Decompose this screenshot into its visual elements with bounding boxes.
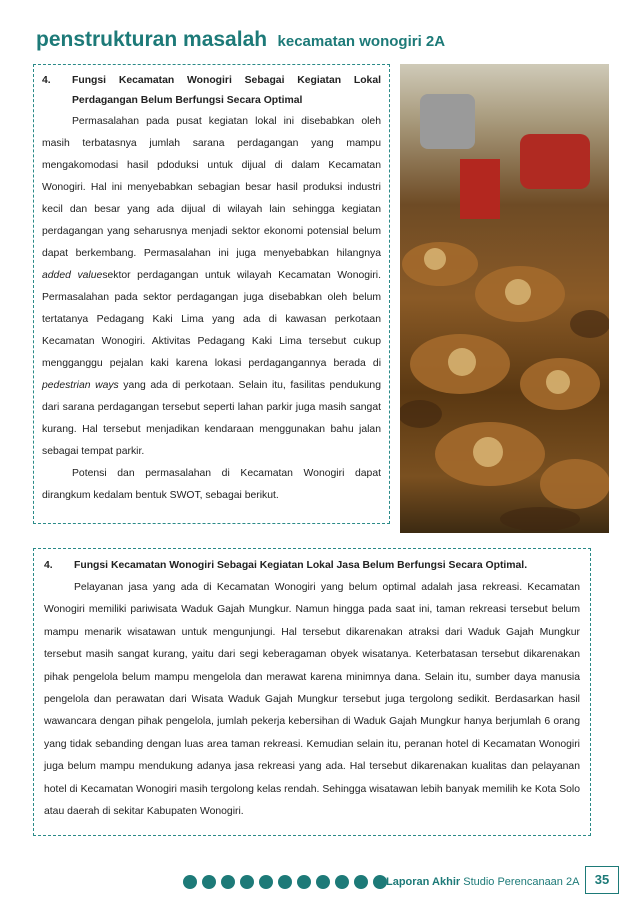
footer-dots xyxy=(183,875,387,889)
emphasis-text: added value xyxy=(42,270,103,281)
dot xyxy=(354,875,368,889)
footer-report-regular: Studio Perencanaan 2A xyxy=(460,876,580,888)
section-trade xyxy=(33,64,390,524)
page-number: 35 xyxy=(585,866,619,894)
paragraph xyxy=(42,111,381,463)
dot xyxy=(297,875,311,889)
section-services-heading xyxy=(44,555,580,577)
page-title xyxy=(36,28,445,52)
section-title: Fungsi Kecamatan Wonogiri Sebagai Kegiatan Lokal Perdagangan Belum Berfungsi Secara Optimal xyxy=(72,75,381,106)
section-trade-heading xyxy=(42,71,381,111)
section-number: 4. xyxy=(44,560,53,571)
dot xyxy=(259,875,273,889)
title-sub: kecamatan wonogiri 2A xyxy=(277,33,446,50)
dot xyxy=(240,875,254,889)
dot xyxy=(373,875,387,889)
footer-report-label xyxy=(386,875,579,889)
dot xyxy=(316,875,330,889)
dot xyxy=(278,875,292,889)
text-span: sektor perdagangan untuk wilayah Kecamatan Wonogiri. Permasalahan pada sektor perdagangan juga disebabkan oleh belum tertatanya Pedagang Kaki Lima yang ada di kawasan perkotaan Kecamatan Wonogiri. Aktivitas Pedagang Kaki Lima tersebut cukup mengganggu pejalan kaki karena lokasi perdagangannya berada di xyxy=(42,270,382,369)
footer-report-bold: Laporan Akhir xyxy=(386,876,461,888)
section-title: Fungsi Kecamatan Wonogiri Sebagai Kegiatan Lokal Jasa Belum Berfungsi Secara Optimal. xyxy=(74,560,528,571)
dot xyxy=(221,875,235,889)
title-main: penstrukturan masalah xyxy=(36,28,268,51)
paragraph: Pelayanan jasa yang ada di Kecamatan Wonogiri yang belum optimal adalah jasa rekreasi. Kecamatan Wonogiri memiliki pariwisata Waduk Gajah Mungkur. Namun hingga pada saat ini, taman rekreasi tersebut belum mampu menarik wisatawan untuk mengunjungi. Hal tersebut dikarenakan atraksi dari Waduk Gajah Mungkur tersebut masih sangat kurang, yaitu dari segi keberagaman obyek wisatanya. Keterbatasan tersebut dikarenakan pihak pengelola belum mampu mengelola dan merawat karena minimnya dana. Selain itu, sumber daya manusia pengelola dan perawatan dari Wisata Waduk Gajah Mungkur tersebut juga tergolong sedikit. Berdasarkan hasil wawancara dengan pihak pengelola, jumlah pekerja kebersihan di Waduk Gajah Mungkur hanya berjumlah 6 orang yang tidak sebanding dengan luas area taman rekreasi. Kemudian selain itu, peranan hotel di Kecamatan Wonogiri juga belum mampu mendukung adanya jasa rekreasi yang ada. Hal tersebut dikarenakan kualitas dan pelayanan hotel di Kecamatan Wonogiri masih tergolong kelas rendah. Sehingga wisatawan lebih banyak memilih ke Kota Solo atau daerah di sekitar Kabupaten Wonogiri. xyxy=(44,582,580,818)
fried-fish-photo xyxy=(400,64,609,533)
dot xyxy=(183,875,197,889)
paragraph: Potensi dan permasalahan di Kecamatan Wonogiri dapat dirangkum kedalam bentuk SWOT, sebagai berikut. xyxy=(42,468,381,501)
dot xyxy=(335,875,349,889)
text-span: yang ada di perkotaan. Selain itu, fasilitas pendukung dari sarana perdagangan tersebut seperti lahan parkir juga masih sangat kurang. Hal tersebut menjadikan kendaraan menggunakan bahu jalan sebagai tempat parkir. xyxy=(42,380,381,457)
text-span: Permasalahan pada pusat kegiatan lokal ini disebabkan oleh masih terbatasnya jumlah sarana perdagangan yang mampu mengakomodasi hasil pdoduksi untuk dijual di dalam Kecamatan Wonogiri. Hal ini menyebabkan sebagian besar hasil produksi industri kecil dan besar yang ada dijual di wilayah lain sehingga kegiatan perdagangan yang seharusnya menjadi sektor ekonomi potensial belum dapat berkembang. Permasalahan ini juga menyebabkan hilangnya xyxy=(42,116,381,259)
emphasis-text: pedestrian ways xyxy=(42,380,119,391)
dot xyxy=(202,875,216,889)
section-services xyxy=(33,548,591,836)
section-number: 4. xyxy=(42,75,51,86)
